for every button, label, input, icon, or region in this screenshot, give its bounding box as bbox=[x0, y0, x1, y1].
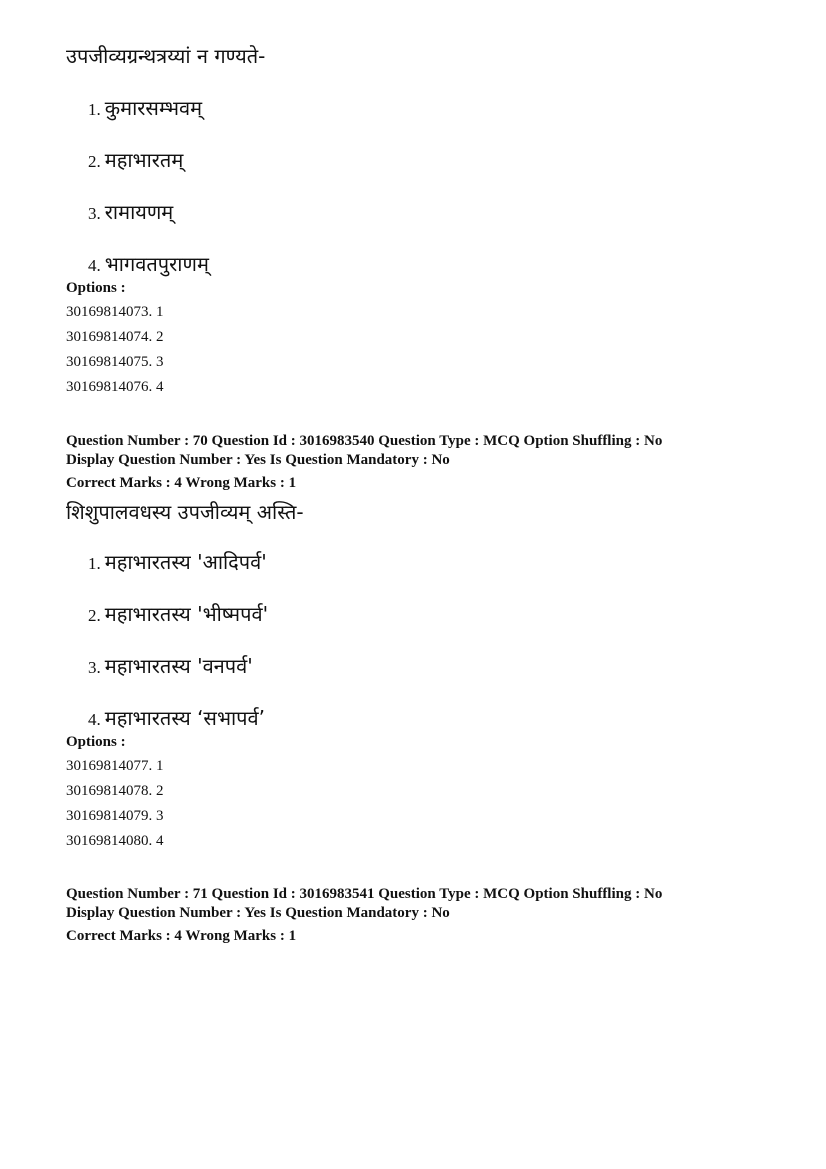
option-number: 2. bbox=[88, 152, 101, 171]
option-text: महाभारतस्य ‘सभापर्व’ bbox=[104, 706, 266, 730]
option-3 bbox=[88, 198, 173, 225]
option-1 bbox=[88, 548, 267, 575]
option-id: 30169814077. 1 bbox=[66, 758, 164, 774]
option-number: 4. bbox=[88, 710, 101, 729]
question-text: उपजीव्यग्रन्थत्रय्यां न गण्यते- bbox=[66, 44, 266, 68]
option-number: 4. bbox=[88, 256, 101, 275]
option-text: भागवतपुराणम् bbox=[104, 252, 209, 276]
question-meta-line: Display Question Number : Yes Is Question Mandatory : No bbox=[66, 452, 450, 468]
option-id: 30169814080. 4 bbox=[66, 833, 164, 849]
option-2 bbox=[88, 146, 183, 173]
option-id: 30169814076. 4 bbox=[66, 379, 164, 395]
option-text: महाभारतस्य 'वनपर्व' bbox=[104, 654, 253, 678]
question-meta-line: Question Number : 70 Question Id : 3016983540 Question Type : MCQ Option Shuffling : No bbox=[66, 433, 663, 449]
option-id: 30169814078. 2 bbox=[66, 783, 164, 799]
option-2 bbox=[88, 600, 268, 627]
options-label: Options : bbox=[66, 734, 126, 750]
option-4 bbox=[88, 704, 265, 731]
question-text: शिशुपालवधस्य उपजीव्यम् अस्ति- bbox=[66, 500, 304, 524]
option-number: 3. bbox=[88, 658, 101, 677]
question-meta-line: Question Number : 71 Question Id : 3016983541 Question Type : MCQ Option Shuffling : No bbox=[66, 886, 663, 902]
question-marks: Correct Marks : 4 Wrong Marks : 1 bbox=[66, 928, 297, 944]
option-text: महाभारतस्य 'आदिपर्व' bbox=[104, 550, 267, 574]
option-1 bbox=[88, 94, 202, 121]
option-number: 3. bbox=[88, 204, 101, 223]
option-text: कुमारसम्भवम् bbox=[104, 96, 203, 120]
option-number: 1. bbox=[88, 554, 101, 573]
question-marks: Correct Marks : 4 Wrong Marks : 1 bbox=[66, 475, 297, 491]
option-text: महाभारतम् bbox=[104, 148, 184, 172]
option-3 bbox=[88, 652, 253, 679]
option-4 bbox=[88, 250, 209, 277]
option-number: 1. bbox=[88, 100, 101, 119]
option-id: 30169814074. 2 bbox=[66, 329, 164, 345]
question-meta-line: Display Question Number : Yes Is Question Mandatory : No bbox=[66, 905, 450, 921]
option-text: महाभारतस्य 'भीष्मपर्व' bbox=[104, 602, 269, 626]
options-label: Options : bbox=[66, 280, 126, 296]
option-id: 30169814075. 3 bbox=[66, 354, 164, 370]
option-id: 30169814073. 1 bbox=[66, 304, 164, 320]
option-id: 30169814079. 3 bbox=[66, 808, 164, 824]
option-number: 2. bbox=[88, 606, 101, 625]
option-text: रामायणम् bbox=[104, 200, 174, 224]
